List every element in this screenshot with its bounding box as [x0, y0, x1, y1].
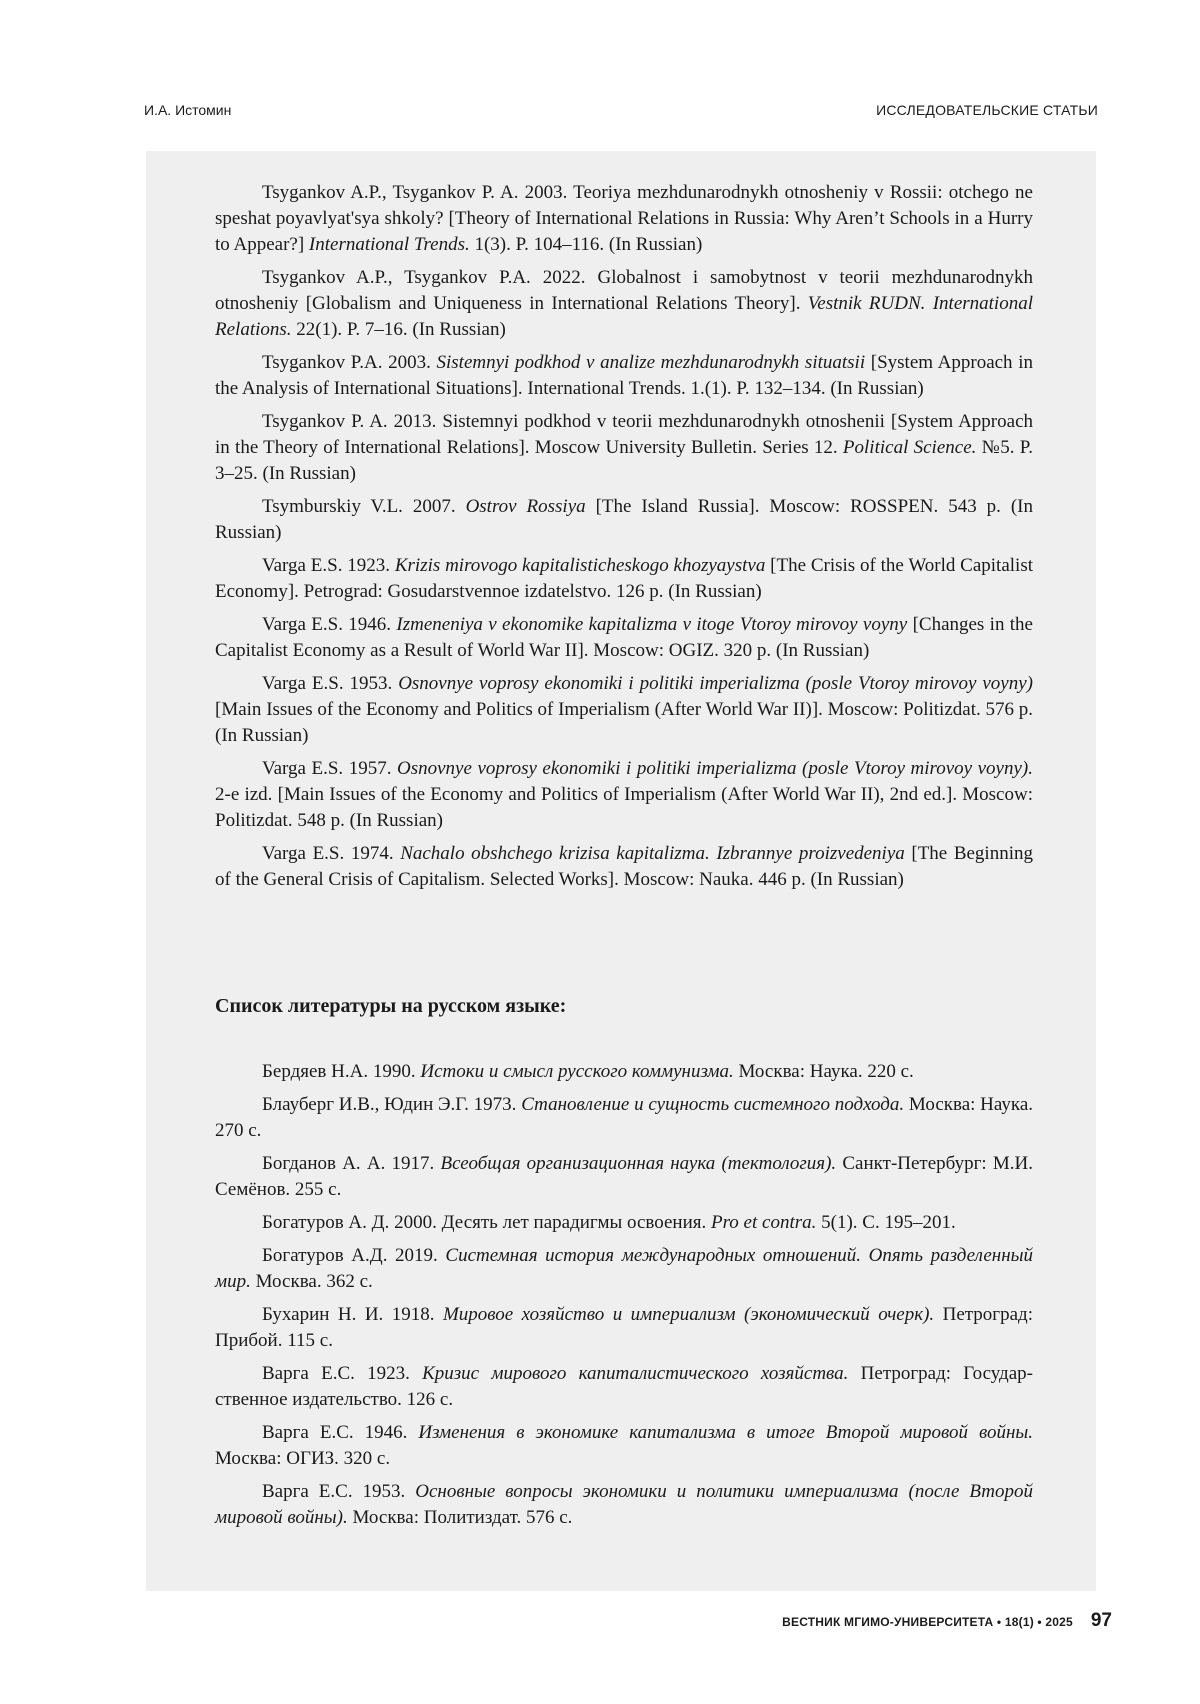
- reference-details: Москва. 362 с.: [251, 1271, 373, 1292]
- reference-title: Истоки и смысл русского коммунизма.: [420, 1061, 733, 1082]
- reference-details: Москва: Политиздат. 576 с.: [348, 1507, 573, 1528]
- reference-text: Tsygankov P.A. 2003.: [262, 352, 437, 373]
- reference-entry: [215, 1243, 1033, 1295]
- reference-entry: [215, 1210, 1033, 1236]
- running-head: [144, 100, 1098, 120]
- reference-title: Osnovnye voprosy ekonomiki i politiki imperializma (posle Vtoroy mirovoy voyny): [398, 673, 1033, 694]
- reference-text: Tsygankov A.P., Tsygankov P.A. 2022. Globalnost i samobytnost v teorii mezhdunarodnykh otnosheniy [Globalism and Uniqueness in International Relations Theory].: [215, 267, 1033, 314]
- page-number: 97: [1091, 1610, 1112, 1632]
- reference-entry: [215, 612, 1033, 664]
- reference-entry: [215, 1361, 1033, 1413]
- reference-entry: [215, 553, 1033, 605]
- reference-entry: [215, 1479, 1033, 1531]
- references-russian: [215, 1059, 1033, 1531]
- reference-text: Бухарин Н. И. 1918.: [262, 1304, 443, 1325]
- reference-title: Системная история международных отношений. Опять разде­ленный мир.: [215, 1245, 1033, 1292]
- reference-text: Богатуров А. Д. 2000. Десять лет парадигмы освоения.: [262, 1212, 711, 1233]
- reference-text: Tsymburskiy V.L. 2007.: [262, 496, 466, 517]
- reference-entry: [215, 1059, 1033, 1085]
- section-title: ИССЛЕДОВАТЕЛЬСКИЕ СТАТЬИ: [876, 102, 1098, 118]
- reference-entry: [215, 671, 1033, 749]
- reference-title: Становление и сущность системного подхода.: [521, 1094, 904, 1115]
- reference-details: 2-e izd. [Main Issues of the Economy and Politics of Imperialism (After World War II), 2nd ed.]. Moscow: Politizdat. 548 p. (In Russian): [215, 784, 1033, 831]
- reference-details: [The Begin­ning of the General Crisis of Capitalism. Selected Works]. Moscow: Nauka. 446 p. (In Russian): [215, 843, 1033, 890]
- reference-text: Varga E.S. 1923.: [262, 555, 395, 576]
- reference-details: [The Island Russia]. Moscow: ROSSPEN. 543 p. (In Russian): [215, 496, 1033, 543]
- reference-title: Osnovnye voprosy ekonomiki i politiki imperializma (posle Vtoroy mirovoy voyny).: [397, 758, 1033, 779]
- russian-references-heading: Список литературы на русском языке:: [215, 993, 1033, 1019]
- reference-entry: [215, 350, 1033, 402]
- reference-title: Мировое хозяйство и империализм (экономический очерк).: [443, 1304, 934, 1325]
- reference-details: 5(1). С. 195–201.: [816, 1212, 955, 1233]
- references-content: [215, 180, 1033, 1538]
- journal-name: ВЕСТНИК МГИМО-УНИВЕРСИТЕТА • 18(1) • 2025: [782, 1615, 1073, 1629]
- reference-entry: [215, 841, 1033, 893]
- reference-text: Varga E.S. 1953.: [262, 673, 398, 694]
- reference-title: Ostrov Rossiya: [466, 496, 586, 517]
- page-footer: [782, 1610, 1112, 1632]
- reference-title: Political Science.: [843, 437, 976, 458]
- reference-entry: [215, 1092, 1033, 1144]
- reference-details: Москва: Наука. 220 с.: [734, 1061, 914, 1082]
- reference-details: [The Crisis of the World Capitalist Economy]. Petrograd: Gosudarstvennoe izdatelstvo. 126 p. (In Russian): [215, 555, 1033, 602]
- reference-text: Варга Е.С. 1953.: [262, 1481, 415, 1502]
- reference-entry: [215, 180, 1033, 258]
- reference-details: 22(1). P. 7–16. (In Russian): [292, 319, 506, 340]
- reference-entry: [215, 265, 1033, 343]
- reference-details: 1(3). P. 104–116. (In Russian): [470, 234, 703, 255]
- reference-entry: [215, 1420, 1033, 1472]
- reference-entry: [215, 756, 1033, 834]
- reference-title: Изменения в экономике капитализма в итоге Второй мировой войны.: [418, 1422, 1033, 1443]
- reference-text: Varga E.S. 1974.: [262, 843, 400, 864]
- reference-details: [System Ap­proach in the Analysis of International Situations]. International Trends. 1.(1). P. 132–134. (In Russian): [215, 352, 1033, 399]
- reference-text: Варга Е.С. 1923.: [262, 1363, 422, 1384]
- reference-title: Всеобщая организационная наука (тектология).: [441, 1153, 837, 1174]
- reference-details: Петро­град: Прибой. 115 с.: [215, 1304, 1033, 1351]
- reference-title: Izmeneniya v ekonomike kapitalizma v itoge Vtoroy mirovoy voyny: [396, 614, 907, 635]
- reference-title: Krizis mirovogo kapitalisticheskogo khozyaystva: [395, 555, 765, 576]
- reference-title: Vestnik RUDN. Interna­tional Relations.: [215, 293, 1033, 340]
- reference-text: Tsygankov A.P., Tsygankov P. A. 2003. Teoriya mezhdunarodnykh otnosheniy v Rossii: ot­chego ne speshat poyavlyat'sya shkoly? [Theory of International Relations in Russia: Why Aren’t Schools in a Hurry to Appear?]: [215, 182, 1033, 255]
- reference-text: Блауберг И.В., Юдин Э.Г. 1973.: [262, 1094, 521, 1115]
- references-english: [215, 180, 1033, 893]
- reference-details: Москва: Наука. 270 с.: [215, 1094, 1033, 1141]
- reference-text: Варга Е.С. 1946.: [262, 1422, 418, 1443]
- reference-entry: [215, 494, 1033, 546]
- reference-details: [Changes in the Capitalist Economy as a Result of World War II]. Moscow: OGIZ. 320 p. (In Russian): [215, 614, 1033, 661]
- reference-entry: [215, 409, 1033, 487]
- reference-text: Varga E.S. 1957.: [262, 758, 397, 779]
- reference-text: Богданов А. А. 1917.: [262, 1153, 441, 1174]
- reference-text: Богатуров А.Д. 2019.: [262, 1245, 445, 1266]
- reference-entry: [215, 1151, 1033, 1203]
- reference-entry: [215, 1302, 1033, 1354]
- reference-title: Pro et contra.: [711, 1212, 816, 1233]
- reference-title: Nachalo obshchego krizisa kapitalizma. Izbrannye proizvedeniya: [400, 843, 905, 864]
- reference-details: Санкт-Петербург: М.И. Семёнов. 255 с.: [215, 1153, 1033, 1200]
- reference-title: Основные вопросы экономики и политики империализма (после Вто­рой мировой войны).: [215, 1481, 1033, 1528]
- reference-details: Москва: ОГИЗ. 320 с.: [215, 1448, 390, 1469]
- reference-details: [Main Issues of the Economy and Politics of Imperialism (After World War II)]. Moscow: Politizdat. 576 p. (In Russian): [215, 699, 1033, 746]
- reference-text: Varga E.S. 1946.: [262, 614, 396, 635]
- reference-details: №5. P. 3–25. (In Russian): [215, 437, 1033, 484]
- reference-title: Sistemnyi podkhod v analize mezhdunarodnykh situatsii: [437, 352, 866, 373]
- reference-text: Бердяев Н.А. 1990.: [262, 1061, 420, 1082]
- reference-details: Петроград: Государ­ственное издательство. 126 с.: [215, 1363, 1033, 1410]
- reference-text: Tsygankov P. A. 2013. Sistemnyi podkhod v teorii mezhdunarodnykh otnoshenii [System Approach in the Theory of International Relations]. Moscow University Bulletin. Series 12.: [215, 411, 1033, 458]
- reference-title: Кризис мирового капиталистического хозяйства.: [422, 1363, 848, 1384]
- author-name: И.А. Истомин: [144, 102, 231, 118]
- reference-title: International Trends.: [309, 234, 470, 255]
